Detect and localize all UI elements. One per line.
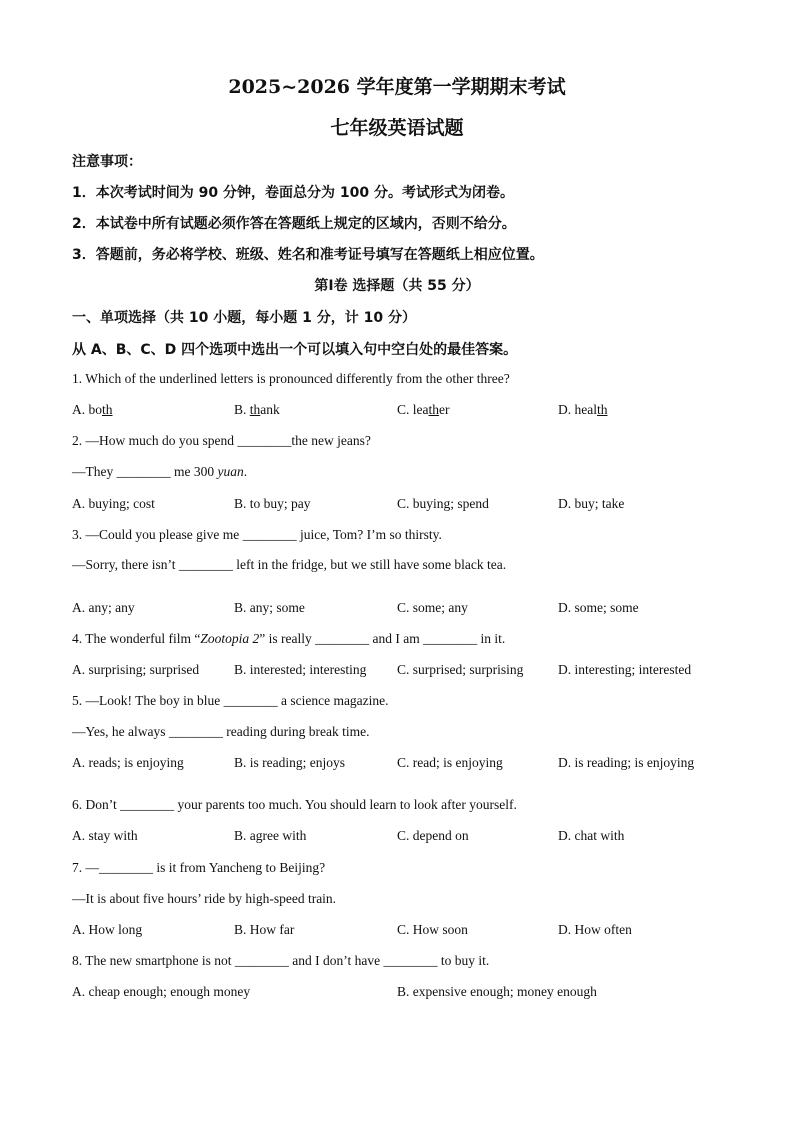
option-text: B. xyxy=(234,402,250,417)
question-4-line-1 xyxy=(72,631,505,647)
exam-title: 2025~2026 学年度第一学期期末考试 xyxy=(228,76,566,98)
question-5-option-a: A. reads; is enjoying xyxy=(72,755,184,770)
option-text: D. heal xyxy=(558,402,597,417)
question-3-line-1: 3. —Could you please give me ________ juice, Tom? I’m so thirsty. xyxy=(72,527,442,542)
question-8-option-b: B. expensive enough; money enough xyxy=(397,984,597,999)
question-5-option-d: D. is reading; is enjoying xyxy=(558,755,695,770)
question-7-option-a: A. How long xyxy=(72,922,143,937)
question-1-option-a xyxy=(72,402,113,418)
sentence-text: . xyxy=(243,464,248,479)
question-5-line-1: 5. —Look! The boy in blue ________ a science magazine. xyxy=(72,693,389,708)
notice-heading: 注意事项： xyxy=(72,154,142,170)
question-2-option-b: B. to buy; pay xyxy=(234,496,311,511)
question-3-option-b: B. any; some xyxy=(234,600,305,615)
question-6-option-b: B. agree with xyxy=(234,828,307,843)
section-instruction: 从 A、B、C、D 四个选项中选出一个可以填入句中空白处的最佳答案。 xyxy=(72,342,518,358)
question-5-option-b: B. is reading; enjoys xyxy=(234,755,345,770)
question-4-option-d: D. interesting; interested xyxy=(558,662,692,677)
question-7-line-1: 7. —________ is it from Yancheng to Beijing? xyxy=(72,860,326,875)
option-text: ank xyxy=(260,402,280,417)
sentence-text: ” is really ________ and I am ________ in it. xyxy=(259,631,506,646)
question-5-option-c: C. read; is enjoying xyxy=(397,755,503,770)
question-3-option-a: A. any; any xyxy=(72,600,135,615)
section-heading: 一、单项选择（共 10 小题，每小题 1 分，计 10 分） xyxy=(72,310,416,326)
question-6-line-1: 6. Don’t ________ your parents too much. You should learn to look after yourself. xyxy=(72,797,517,812)
question-1-option-d xyxy=(558,402,608,418)
question-5-line-2: —Yes, he always ________ reading during break time. xyxy=(72,724,370,739)
underlined-letters: th xyxy=(102,402,113,417)
italic-word: yuan xyxy=(217,464,244,479)
question-2-line-2 xyxy=(72,464,247,480)
question-7-option-c: C. How soon xyxy=(397,922,468,937)
question-4-option-b: B. interested; interesting xyxy=(234,662,367,677)
option-text: A. bo xyxy=(72,402,102,417)
option-text: er xyxy=(439,402,450,417)
question-8-option-a: A. cheap enough; enough money xyxy=(72,984,251,999)
question-6-option-a: A. stay with xyxy=(72,828,138,843)
question-2-option-d: D. buy; take xyxy=(558,496,625,511)
question-8-line-1: 8. The new smartphone is not ________ and I don’t have ________ to buy it. xyxy=(72,953,490,968)
notice-item-3: 3．答题前，务必将学校、班级、姓名和准考证号填写在答题纸上相应位置。 xyxy=(72,247,544,263)
question-4-option-a: A. surprising; surprised xyxy=(72,662,200,677)
question-1-option-c xyxy=(397,402,450,418)
sentence-text: 4. The wonderful film “ xyxy=(72,631,201,646)
notice-item-1: 1．本次考试时间为 90 分钟，卷面总分为 100 分。考试形式为闭卷。 xyxy=(72,185,514,201)
question-7-line-2: —It is about five hours’ ride by high-speed train. xyxy=(72,891,337,906)
option-text: C. lea xyxy=(397,402,429,417)
question-2-line-1: 2. —How much do you spend ________the new jeans? xyxy=(72,433,371,448)
question-3-option-c: C. some; any xyxy=(397,600,468,615)
question-6-option-c: C. depend on xyxy=(397,828,469,843)
question-3-option-d: D. some; some xyxy=(558,600,639,615)
question-7-option-d: D. How often xyxy=(558,922,632,937)
question-3-line-2: —Sorry, there isn’t ________ left in the fridge, but we still have some black tea. xyxy=(72,557,507,572)
film-title: Zootopia 2 xyxy=(200,631,260,646)
notice-item-2: 2．本试卷中所有试题必须作答在答题纸上规定的区域内，否则不给分。 xyxy=(72,216,516,232)
sentence-text: —They ________ me 300 xyxy=(72,464,218,479)
underlined-letters: th xyxy=(596,402,608,417)
question-1-option-b xyxy=(234,402,280,418)
question-2-option-c: C. buying; spend xyxy=(397,496,489,511)
underlined-letters: th xyxy=(428,402,440,417)
question-1-stem: 1. Which of the underlined letters is pronounced differently from the other three? xyxy=(72,371,510,386)
question-7-option-b: B. How far xyxy=(234,922,295,937)
underlined-letters: th xyxy=(249,402,261,417)
question-6-option-d: D. chat with xyxy=(558,828,625,843)
exam-subtitle: 七年级英语试题 xyxy=(330,117,464,139)
question-2-option-a: A. buying; cost xyxy=(72,496,155,511)
question-4-option-c: C. surprised; surprising xyxy=(397,662,524,677)
part-title: 第Ⅰ卷 选择题（共 55 分） xyxy=(314,278,480,294)
